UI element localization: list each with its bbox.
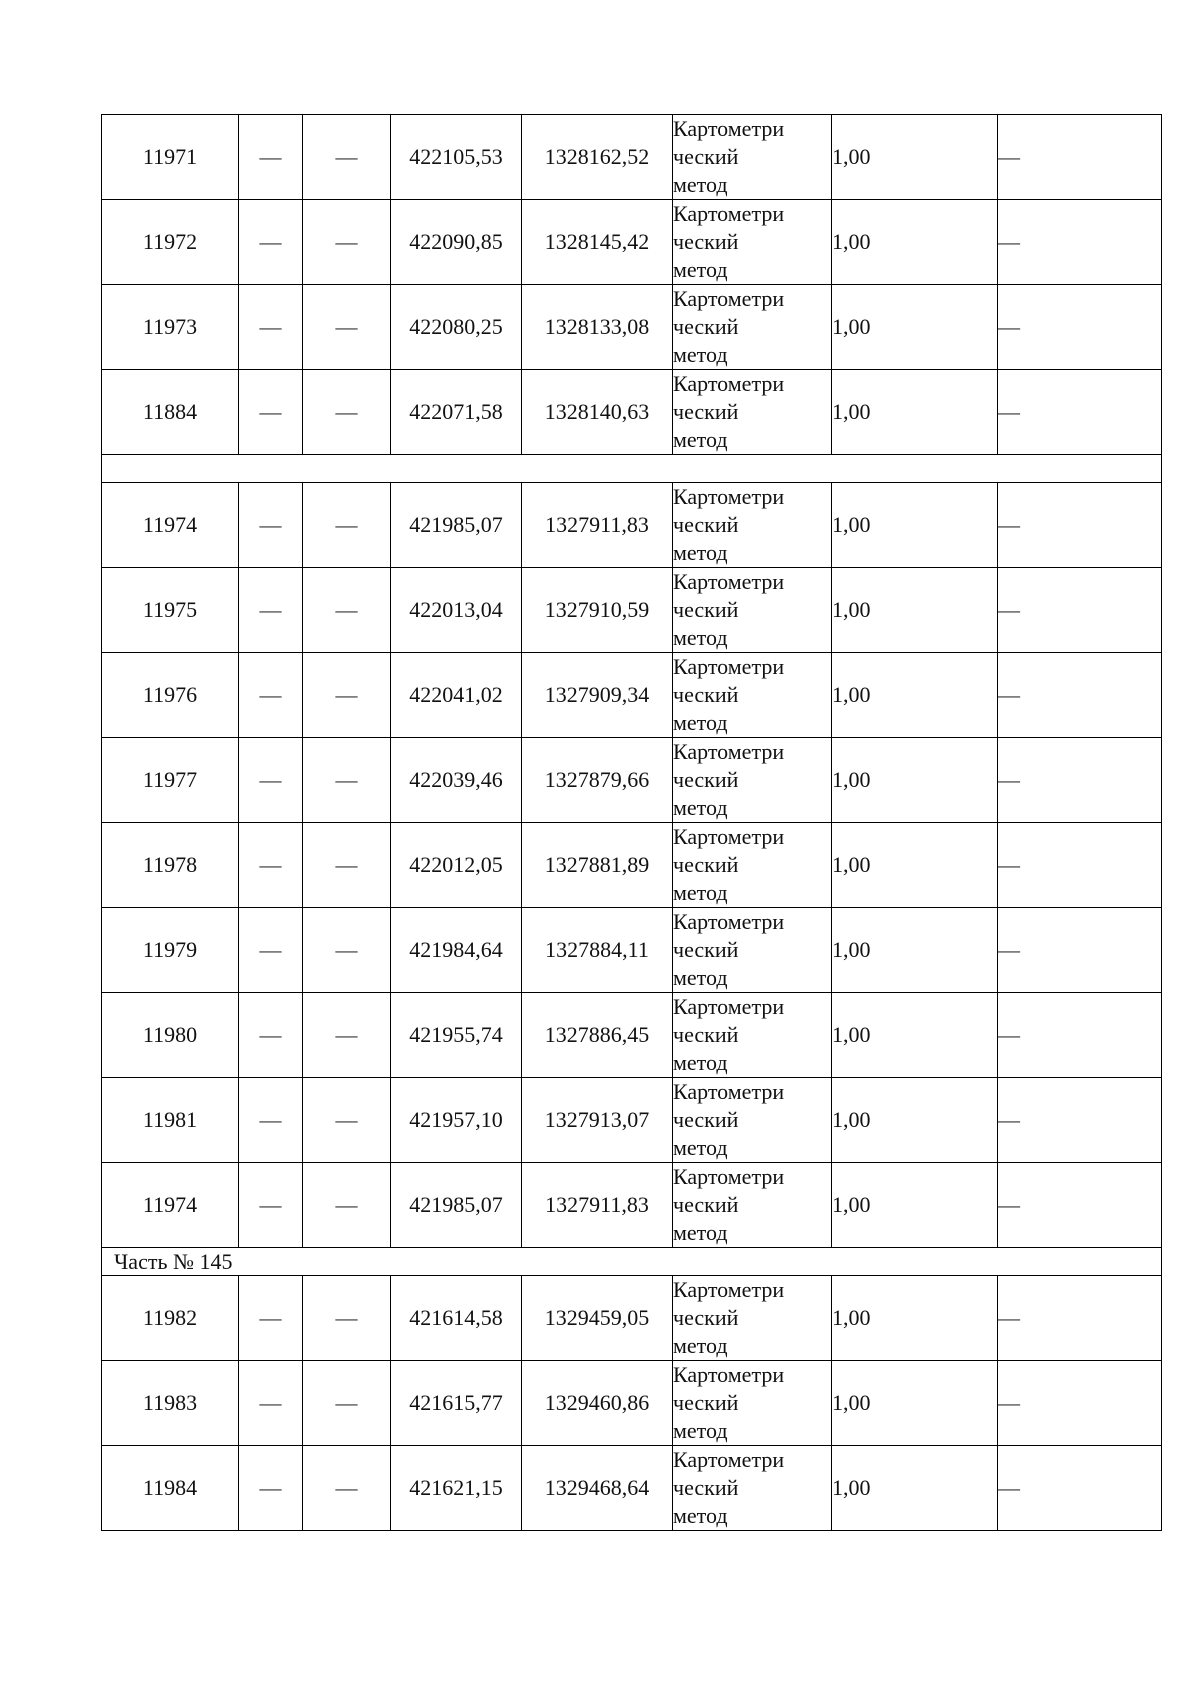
accuracy-cell: 1,00: [832, 993, 998, 1078]
method-cell: [673, 653, 832, 738]
accuracy-cell: 1,00: [832, 1446, 998, 1531]
x-coordinate-cell: 422105,53: [391, 115, 522, 200]
empty-value-cell: —: [998, 1078, 1162, 1163]
empty-value-cell: —: [239, 1078, 303, 1163]
y-coordinate-cell: 1328133,08: [522, 285, 673, 370]
point-number-cell: 11980: [102, 993, 239, 1078]
empty-value-cell: —: [998, 1276, 1162, 1361]
empty-value-cell: —: [998, 908, 1162, 993]
table-row: [102, 1276, 1162, 1361]
method-text-line: Картометри: [673, 654, 785, 679]
empty-value-cell: —: [239, 823, 303, 908]
method-cell: [673, 568, 832, 653]
y-coordinate-cell: 1329468,64: [522, 1446, 673, 1531]
method-text-line: ческий: [673, 852, 739, 877]
empty-value-cell: —: [239, 115, 303, 200]
point-number-cell: 11983: [102, 1361, 239, 1446]
method-text-line: Картометри: [673, 484, 785, 509]
method-cell: [673, 370, 832, 455]
accuracy-cell: 1,00: [832, 823, 998, 908]
empty-value-cell: —: [998, 1361, 1162, 1446]
table-row: [102, 200, 1162, 285]
x-coordinate-cell: 421615,77: [391, 1361, 522, 1446]
table-row: [102, 115, 1162, 200]
method-cell: [673, 823, 832, 908]
method-text-line: метод: [673, 1220, 728, 1245]
x-coordinate-cell: 422012,05: [391, 823, 522, 908]
method-text-line: ческий: [673, 937, 739, 962]
empty-value-cell: —: [998, 653, 1162, 738]
x-coordinate-cell: 422090,85: [391, 200, 522, 285]
table-row: [102, 993, 1162, 1078]
empty-value-cell: —: [239, 483, 303, 568]
method-text-line: Картометри: [673, 824, 785, 849]
accuracy-cell: 1,00: [832, 115, 998, 200]
x-coordinate-cell: 421957,10: [391, 1078, 522, 1163]
y-coordinate-cell: 1327881,89: [522, 823, 673, 908]
table-row: [102, 1078, 1162, 1163]
method-cell: [673, 1446, 832, 1531]
empty-value-cell: —: [303, 1276, 391, 1361]
table-row: [102, 908, 1162, 993]
empty-value-cell: —: [303, 993, 391, 1078]
x-coordinate-cell: 421955,74: [391, 993, 522, 1078]
method-cell: [673, 1276, 832, 1361]
empty-value-cell: —: [239, 370, 303, 455]
method-text-line: Картометри: [673, 371, 785, 396]
coordinates-table: [101, 114, 1162, 1531]
method-text-line: ческий: [673, 512, 739, 537]
empty-value-cell: —: [239, 200, 303, 285]
empty-value-cell: —: [303, 285, 391, 370]
method-cell: [673, 738, 832, 823]
section-header-row: [102, 455, 1162, 483]
accuracy-cell: 1,00: [832, 200, 998, 285]
method-cell: [673, 1163, 832, 1248]
empty-value-cell: —: [239, 1446, 303, 1531]
method-text-line: Картометри: [673, 1164, 785, 1189]
empty-value-cell: —: [998, 370, 1162, 455]
method-text-line: ческий: [673, 1390, 739, 1415]
accuracy-cell: 1,00: [832, 568, 998, 653]
empty-value-cell: —: [303, 1361, 391, 1446]
point-number-cell: 11981: [102, 1078, 239, 1163]
empty-value-cell: —: [239, 653, 303, 738]
method-text-line: ческий: [673, 399, 739, 424]
y-coordinate-cell: 1329460,86: [522, 1361, 673, 1446]
y-coordinate-cell: 1328162,52: [522, 115, 673, 200]
method-text-line: Картометри: [673, 1447, 785, 1472]
empty-value-cell: —: [303, 908, 391, 993]
table-row: [102, 823, 1162, 908]
table-row: [102, 370, 1162, 455]
table-body: [102, 115, 1162, 1531]
point-number-cell: 11972: [102, 200, 239, 285]
method-text-line: ческий: [673, 1475, 739, 1500]
method-cell: [673, 200, 832, 285]
empty-value-cell: —: [998, 483, 1162, 568]
accuracy-cell: 1,00: [832, 285, 998, 370]
method-text-line: Картометри: [673, 1362, 785, 1387]
empty-value-cell: —: [239, 568, 303, 653]
method-text-line: метод: [673, 427, 728, 452]
method-cell: [673, 285, 832, 370]
empty-value-cell: —: [239, 285, 303, 370]
y-coordinate-cell: 1328140,63: [522, 370, 673, 455]
method-text-line: метод: [673, 1503, 728, 1528]
method-cell: [673, 993, 832, 1078]
method-cell: [673, 908, 832, 993]
accuracy-cell: 1,00: [832, 370, 998, 455]
x-coordinate-cell: 422039,46: [391, 738, 522, 823]
x-coordinate-cell: 421985,07: [391, 483, 522, 568]
method-text-line: Картометри: [673, 569, 785, 594]
accuracy-cell: 1,00: [832, 483, 998, 568]
method-text-line: ческий: [673, 682, 739, 707]
method-text-line: ческий: [673, 314, 739, 339]
x-coordinate-cell: 421985,07: [391, 1163, 522, 1248]
method-text-line: метод: [673, 342, 728, 367]
point-number-cell: 11973: [102, 285, 239, 370]
method-text-line: метод: [673, 172, 728, 197]
table-row: [102, 653, 1162, 738]
x-coordinate-cell: 421614,58: [391, 1276, 522, 1361]
table-row: [102, 1163, 1162, 1248]
point-number-cell: 11975: [102, 568, 239, 653]
y-coordinate-cell: 1327911,83: [522, 483, 673, 568]
method-text-line: Картометри: [673, 739, 785, 764]
empty-value-cell: —: [303, 1163, 391, 1248]
x-coordinate-cell: 421621,15: [391, 1446, 522, 1531]
table-row: [102, 285, 1162, 370]
point-number-cell: 11979: [102, 908, 239, 993]
empty-value-cell: —: [303, 823, 391, 908]
empty-value-cell: —: [303, 200, 391, 285]
accuracy-cell: 1,00: [832, 653, 998, 738]
method-text-line: метод: [673, 710, 728, 735]
y-coordinate-cell: 1327911,83: [522, 1163, 673, 1248]
y-coordinate-cell: 1327886,45: [522, 993, 673, 1078]
method-text-line: ческий: [673, 1192, 739, 1217]
empty-value-cell: —: [998, 285, 1162, 370]
point-number-cell: 11984: [102, 1446, 239, 1531]
point-number-cell: 11974: [102, 1163, 239, 1248]
method-text-line: Картометри: [673, 201, 785, 226]
empty-value-cell: —: [303, 738, 391, 823]
section-label: Часть № 145: [102, 1248, 1162, 1276]
table-row: [102, 1361, 1162, 1446]
accuracy-cell: 1,00: [832, 1163, 998, 1248]
x-coordinate-cell: 422071,58: [391, 370, 522, 455]
empty-value-cell: —: [303, 483, 391, 568]
y-coordinate-cell: 1327913,07: [522, 1078, 673, 1163]
empty-value-cell: —: [303, 115, 391, 200]
y-coordinate-cell: 1329459,05: [522, 1276, 673, 1361]
empty-value-cell: —: [239, 1163, 303, 1248]
point-number-cell: 11977: [102, 738, 239, 823]
empty-value-cell: —: [998, 1446, 1162, 1531]
y-coordinate-cell: 1327910,59: [522, 568, 673, 653]
method-cell: [673, 1361, 832, 1446]
x-coordinate-cell: 422041,02: [391, 653, 522, 738]
table-row: [102, 568, 1162, 653]
y-coordinate-cell: 1328145,42: [522, 200, 673, 285]
method-text-line: метод: [673, 1050, 728, 1075]
method-text-line: метод: [673, 1333, 728, 1358]
method-text-line: Картометри: [673, 116, 785, 141]
method-text-line: Картометри: [673, 994, 785, 1019]
method-text-line: метод: [673, 965, 728, 990]
accuracy-cell: 1,00: [832, 1078, 998, 1163]
empty-value-cell: —: [303, 1446, 391, 1531]
method-text-line: ческий: [673, 597, 739, 622]
y-coordinate-cell: 1327884,11: [522, 908, 673, 993]
point-number-cell: 11974: [102, 483, 239, 568]
empty-value-cell: —: [998, 993, 1162, 1078]
method-text-line: ческий: [673, 1022, 739, 1047]
x-coordinate-cell: 422080,25: [391, 285, 522, 370]
method-text-line: ческий: [673, 229, 739, 254]
accuracy-cell: 1,00: [832, 738, 998, 823]
method-text-line: метод: [673, 625, 728, 650]
point-number-cell: 11982: [102, 1276, 239, 1361]
empty-value-cell: —: [998, 568, 1162, 653]
table-row: [102, 1446, 1162, 1531]
y-coordinate-cell: 1327879,66: [522, 738, 673, 823]
x-coordinate-cell: 422013,04: [391, 568, 522, 653]
method-text-line: ческий: [673, 144, 739, 169]
method-text-line: метод: [673, 1418, 728, 1443]
point-number-cell: 11978: [102, 823, 239, 908]
empty-value-cell: —: [998, 738, 1162, 823]
accuracy-cell: 1,00: [832, 1361, 998, 1446]
method-text-line: ческий: [673, 767, 739, 792]
empty-value-cell: —: [998, 823, 1162, 908]
accuracy-cell: 1,00: [832, 908, 998, 993]
empty-value-cell: —: [239, 738, 303, 823]
method-cell: [673, 1078, 832, 1163]
empty-value-cell: —: [303, 653, 391, 738]
empty-value-cell: —: [239, 1276, 303, 1361]
method-text-line: метод: [673, 540, 728, 565]
empty-value-cell: —: [239, 908, 303, 993]
point-number-cell: 11884: [102, 370, 239, 455]
y-coordinate-cell: 1327909,34: [522, 653, 673, 738]
method-cell: [673, 115, 832, 200]
empty-value-cell: —: [998, 1163, 1162, 1248]
table-row: [102, 738, 1162, 823]
accuracy-cell: 1,00: [832, 1276, 998, 1361]
method-text-line: метод: [673, 795, 728, 820]
point-number-cell: 11976: [102, 653, 239, 738]
method-text-line: Картометри: [673, 909, 785, 934]
section-header-row: [102, 1248, 1162, 1276]
empty-value-cell: —: [239, 1361, 303, 1446]
empty-value-cell: —: [239, 993, 303, 1078]
empty-value-cell: —: [303, 568, 391, 653]
method-text-line: Картометри: [673, 286, 785, 311]
method-cell: [673, 483, 832, 568]
method-text-line: Картометри: [673, 1079, 785, 1104]
method-text-line: метод: [673, 257, 728, 282]
section-label: [102, 455, 1162, 483]
table-row: [102, 483, 1162, 568]
empty-value-cell: —: [303, 1078, 391, 1163]
method-text-line: метод: [673, 880, 728, 905]
x-coordinate-cell: 421984,64: [391, 908, 522, 993]
empty-value-cell: —: [998, 115, 1162, 200]
method-text-line: ческий: [673, 1305, 739, 1330]
empty-value-cell: —: [303, 370, 391, 455]
point-number-cell: 11971: [102, 115, 239, 200]
empty-value-cell: —: [998, 200, 1162, 285]
method-text-line: ческий: [673, 1107, 739, 1132]
method-text-line: Картометри: [673, 1277, 785, 1302]
method-text-line: метод: [673, 1135, 728, 1160]
